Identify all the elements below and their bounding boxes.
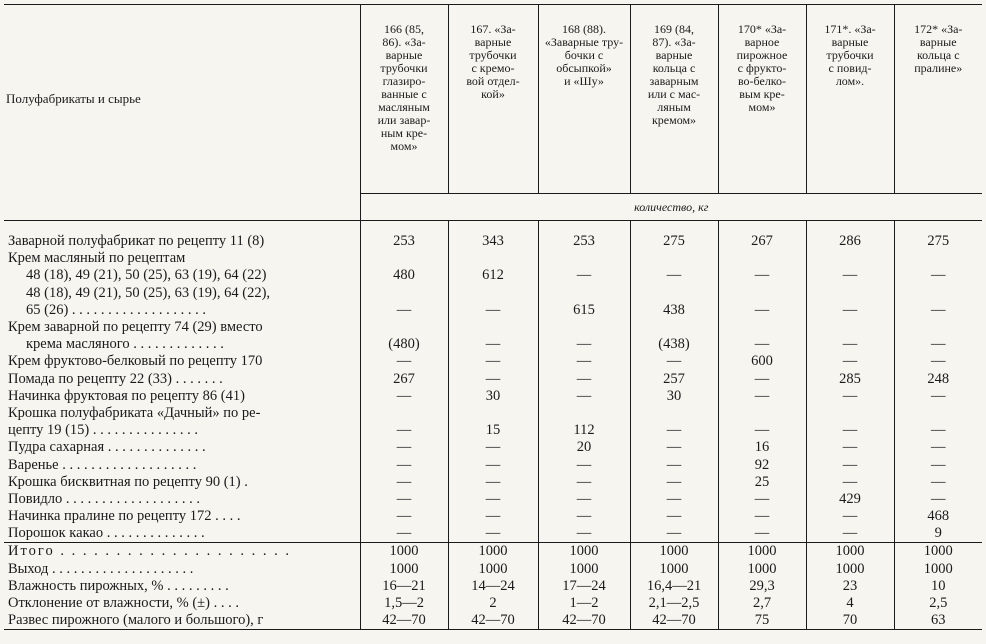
quantity-cell: — — [718, 422, 806, 439]
ingredient-name: Крошка полуфабриката «Дачный» по ре- — [4, 405, 360, 422]
ingredient-name: Выход . . . . . . . . . . . . . . . . . . . . — [4, 561, 360, 578]
quantity-cell: 1000 — [538, 561, 630, 578]
quantity-cell: — — [718, 336, 806, 353]
quantity-cell: (480) — [360, 336, 448, 353]
quantity-cell: — — [538, 474, 630, 491]
ingredient-name: Заварной полуфабрикат по рецепту 11 (8) — [4, 233, 360, 250]
quantity-cell: — — [360, 456, 448, 473]
quantity-cell: 92 — [718, 456, 806, 473]
ingredient-name: Начинка пралине по рецепту 172 . . . . — [4, 508, 360, 525]
quantity-cell — [448, 405, 538, 422]
quantity-cell: — — [806, 267, 894, 284]
quantity-cell — [630, 405, 718, 422]
quantity-cell: 1000 — [894, 543, 982, 561]
table-row — [4, 388, 982, 405]
ingredient-name: 48 (18), 49 (21), 50 (25), 63 (19), 64 (22), — [4, 285, 360, 302]
quantity-cell — [894, 285, 982, 302]
quantity-cell: 267 — [718, 233, 806, 250]
table-row — [4, 250, 982, 267]
quantity-cell: — — [538, 491, 630, 508]
quantity-cell: — — [718, 267, 806, 284]
quantity-cell: — — [538, 336, 630, 353]
table-row — [4, 578, 982, 595]
quantity-cell: — — [630, 353, 718, 370]
quantity-cell: 42—70 — [538, 612, 630, 630]
quantity-cell: — — [360, 474, 448, 491]
quantity-cell: 1000 — [630, 543, 718, 561]
quantity-cell: — — [630, 525, 718, 543]
ingredient-name: Повидло . . . . . . . . . . . . . . . . . . . — [4, 491, 360, 508]
quantity-cell — [360, 405, 448, 422]
quantity-cell: 2 — [448, 595, 538, 612]
quantity-cell: — — [931, 267, 946, 284]
quantity-cell — [448, 250, 538, 267]
quantity-cell: — — [806, 508, 894, 525]
quantity-cell: 9 — [934, 525, 942, 542]
quantity-cell: 30 — [448, 388, 538, 405]
quantity-cell: — — [448, 371, 538, 388]
ingredient-name: Помада по рецепту 22 (33) . . . . . . . — [4, 371, 360, 388]
quantity-cell: 1000 — [923, 560, 953, 577]
quantity-cell — [806, 250, 894, 267]
quantity-cell: — — [360, 525, 448, 543]
quantity-cell: — — [931, 456, 946, 473]
quantity-cell: — — [630, 474, 718, 491]
quantity-cell: — — [931, 301, 946, 318]
quantity-cell: — — [806, 336, 894, 353]
quantity-cell — [806, 405, 894, 422]
quantity-cell: 63 — [894, 612, 982, 630]
quantity-cell: 23 — [806, 578, 894, 595]
table-row — [4, 285, 982, 302]
quantity-cell: — — [538, 525, 630, 543]
quantity-cell: 343 — [448, 233, 538, 250]
row-label-header: Полуфабрикаты и сырье — [4, 5, 360, 194]
quantity-cell: — — [448, 491, 538, 508]
column-header-168: 168 (88). «Заварные тру- бочки с обсыпкой» и «Шу» — [538, 5, 630, 194]
quantity-cell: 257 — [630, 371, 718, 388]
quantity-cell: 253 — [538, 233, 630, 250]
ingredient-name: 48 (18), 49 (21), 50 (25), 63 (19), 64 (22) — [4, 267, 360, 284]
column-header-169: 169 (84, 87). «За- варные кольца с заварным или с мас- ляным кремом» — [630, 5, 718, 194]
quantity-cell: — — [448, 525, 538, 543]
quantity-cell: — — [448, 439, 538, 456]
quantity-cell — [538, 319, 630, 336]
quantity-cell — [630, 319, 718, 336]
table-row — [4, 353, 982, 370]
unit-row-blank — [4, 194, 360, 221]
ingredient-name: крема масляного . . . . . . . . . . . . . — [4, 336, 360, 353]
quantity-cell: 1000 — [448, 543, 538, 561]
table-row — [4, 508, 982, 525]
quantity-cell: — — [931, 439, 946, 456]
quantity-cell: — — [630, 439, 718, 456]
table-row — [4, 422, 982, 439]
ingredient-name: Порошок какао . . . . . . . . . . . . . . — [4, 525, 360, 543]
quantity-cell: — — [806, 422, 894, 439]
table-row — [4, 371, 982, 388]
quantity-cell: — — [360, 508, 448, 525]
quantity-cell — [360, 319, 448, 336]
quantity-cell: 2,5 — [929, 595, 948, 612]
column-header-172: 172* «За- варные кольца с пралине» — [914, 22, 963, 75]
quantity-cell: — — [360, 422, 448, 439]
quantity-cell: — — [360, 353, 448, 370]
quantity-cell — [718, 250, 806, 267]
ingredient-name: 65 (26) . . . . . . . . . . . . . . . . . . . — [4, 302, 360, 319]
quantity-cell: — — [538, 456, 630, 473]
ingredient-name: Влажность пирожных, % . . . . . . . . . — [4, 578, 360, 595]
quantity-cell: 438 — [630, 302, 718, 319]
column-header-171: 171*. «За- варные трубочки с повид- лом». — [806, 5, 894, 194]
quantity-cell: 1,5—2 — [360, 595, 448, 612]
quantity-cell — [360, 250, 448, 267]
ingredient-name: Итого . . . . . . . . . . . . . . . . . . . . . — [4, 543, 360, 561]
quantity-cell — [538, 285, 630, 302]
quantity-cell: 1000 — [718, 543, 806, 561]
ingredient-name: Крем заварной по рецепту 74 (29) вместо — [4, 319, 360, 336]
table-row — [4, 336, 982, 353]
ingredient-name: Крем масляный по рецептам — [4, 250, 360, 267]
quantity-cell: 10 — [931, 577, 946, 594]
quantity-cell — [630, 285, 718, 302]
table-row — [4, 543, 982, 561]
quantity-cell: — — [448, 508, 538, 525]
quantity-cell: 70 — [806, 612, 894, 630]
quantity-cell — [806, 285, 894, 302]
quantity-cell: — — [630, 491, 718, 508]
quantity-cell: 615 — [538, 302, 630, 319]
ingredient-name: Развес пирожного (малого и большого), г — [4, 612, 360, 630]
quantity-cell: 1000 — [718, 561, 806, 578]
quantity-cell: — — [360, 491, 448, 508]
quantity-cell — [718, 319, 806, 336]
quantity-cell: — — [718, 388, 806, 405]
quantity-cell: 1000 — [806, 561, 894, 578]
ingredient-name: цепту 19 (15) . . . . . . . . . . . . . . . — [4, 422, 360, 439]
quantity-cell — [538, 250, 630, 267]
table-row — [4, 491, 982, 508]
quantity-cell: — — [806, 388, 894, 405]
quantity-cell: 42—70 — [360, 612, 448, 630]
quantity-cell: 429 — [806, 491, 894, 508]
quantity-cell: — — [718, 508, 806, 525]
quantity-cell: 1000 — [360, 561, 448, 578]
quantity-cell: — — [448, 353, 538, 370]
quantity-cell: 285 — [806, 371, 894, 388]
quantity-cell: 75 — [718, 612, 806, 630]
quantity-cell: — — [630, 422, 718, 439]
quantity-cell: 20 — [538, 439, 630, 456]
quantity-cell: 42—70 — [630, 612, 718, 630]
recipe-table — [4, 4, 982, 630]
quantity-cell: 17—24 — [538, 578, 630, 595]
table-row — [4, 474, 982, 491]
quantity-cell: 42—70 — [448, 612, 538, 630]
quantity-cell: 16,4—21 — [630, 578, 718, 595]
quantity-cell: 2,7 — [718, 595, 806, 612]
ingredient-name: Начинка фруктовая по рецепту 86 (41) — [4, 388, 360, 405]
quantity-cell: 600 — [718, 353, 806, 370]
quantity-cell — [894, 250, 982, 267]
table-row — [4, 439, 982, 456]
quantity-cell: 267 — [360, 371, 448, 388]
quantity-cell — [448, 285, 538, 302]
quantity-cell: — — [806, 439, 894, 456]
quantity-cell: 612 — [448, 267, 538, 284]
quantity-cell: — — [538, 508, 630, 525]
quantity-cell: 253 — [360, 233, 448, 250]
table-row — [4, 525, 982, 543]
quantity-cell: — — [718, 371, 806, 388]
quantity-cell: — — [448, 474, 538, 491]
quantity-cell: 16—21 — [360, 578, 448, 595]
quantity-cell: 1000 — [630, 561, 718, 578]
quantity-cell: 480 — [360, 267, 448, 284]
quantity-cell: — — [630, 267, 718, 284]
quantity-cell: — — [806, 353, 894, 370]
quantity-cell: — — [806, 302, 894, 319]
quantity-cell — [718, 405, 806, 422]
recipe-body — [4, 221, 982, 630]
quantity-cell: 112 — [538, 422, 630, 439]
quantity-cell — [538, 405, 630, 422]
quantity-cell: 4 — [806, 595, 894, 612]
quantity-cell — [894, 319, 982, 336]
quantity-cell — [718, 285, 806, 302]
quantity-cell: — — [931, 336, 946, 353]
table-row — [4, 595, 982, 612]
quantity-cell: — — [630, 456, 718, 473]
quantity-cell: 15 — [448, 422, 538, 439]
quantity-cell: — — [448, 456, 538, 473]
quantity-cell: (438) — [630, 336, 718, 353]
quantity-cell: 16 — [718, 439, 806, 456]
quantity-cell: — — [931, 422, 946, 439]
quantity-cell: 1000 — [448, 561, 538, 578]
ingredient-name: Крем фруктово-белковый по рецепту 170 — [4, 353, 360, 370]
quantity-cell: — — [931, 387, 946, 404]
quantity-cell: 468 — [927, 508, 950, 525]
quantity-cell: — — [718, 525, 806, 543]
quantity-cell — [360, 285, 448, 302]
quantity-cell: 1000 — [806, 543, 894, 561]
quantity-cell: 25 — [718, 474, 806, 491]
quantity-cell: 30 — [630, 388, 718, 405]
quantity-cell — [630, 250, 718, 267]
quantity-cell — [894, 405, 982, 422]
table-row — [4, 233, 982, 250]
quantity-cell — [448, 319, 538, 336]
quantity-cell: 14—24 — [448, 578, 538, 595]
quantity-cell: — — [630, 508, 718, 525]
quantity-cell: 248 — [927, 370, 950, 387]
quantity-cell: — — [538, 353, 630, 370]
column-header-167: 167. «За- варные трубочки с кремо- вой отдел- кой» — [448, 5, 538, 194]
column-header-166: 166 (85, 86). «За- варные трубочки глазиро- ванные с масляным или завар- ным кре- мом» — [360, 5, 448, 194]
table-row — [4, 405, 982, 422]
quantity-cell: — — [448, 336, 538, 353]
ingredient-name: Крошка бисквитная по рецепту 90 (1) . — [4, 474, 360, 491]
quantity-cell: — — [931, 473, 946, 490]
ingredient-name: Отклонение от влажности, % (±) . . . . — [4, 595, 360, 612]
table-row — [4, 561, 982, 578]
table-row — [4, 456, 982, 473]
column-header-170: 170* «За- варное пирожное с фрукто- во-белко- вым кре- мом» — [718, 5, 806, 194]
quantity-cell: 286 — [806, 233, 894, 250]
quantity-cell: — — [360, 388, 448, 405]
quantity-cell: 1000 — [538, 543, 630, 561]
quantity-cell — [806, 319, 894, 336]
ingredient-name: Варенье . . . . . . . . . . . . . . . . . . . — [4, 456, 360, 473]
table-row — [4, 612, 982, 630]
unit-label: количество, кг — [360, 194, 982, 221]
quantity-cell: 29,3 — [718, 578, 806, 595]
quantity-cell: — — [806, 456, 894, 473]
quantity-cell: — — [806, 525, 894, 543]
quantity-cell: 2,1—2,5 — [630, 595, 718, 612]
ingredient-name: Пудра сахарная . . . . . . . . . . . . . . — [4, 439, 360, 456]
quantity-cell: — — [718, 491, 806, 508]
quantity-cell: 1—2 — [538, 595, 630, 612]
quantity-cell: 1000 — [360, 543, 448, 561]
quantity-cell: — — [448, 302, 538, 319]
quantity-cell: 275 — [927, 233, 950, 250]
quantity-cell: — — [806, 474, 894, 491]
table-row — [4, 302, 982, 319]
quantity-cell: — — [538, 371, 630, 388]
quantity-cell: — — [718, 302, 806, 319]
quantity-cell: — — [931, 490, 946, 507]
quantity-cell: — — [360, 302, 448, 319]
table-row — [4, 319, 982, 336]
quantity-cell: 275 — [630, 233, 718, 250]
quantity-cell: — — [931, 353, 946, 370]
table-row — [4, 267, 982, 284]
quantity-cell: — — [538, 267, 630, 284]
quantity-cell: — — [360, 439, 448, 456]
quantity-cell: — — [538, 388, 630, 405]
